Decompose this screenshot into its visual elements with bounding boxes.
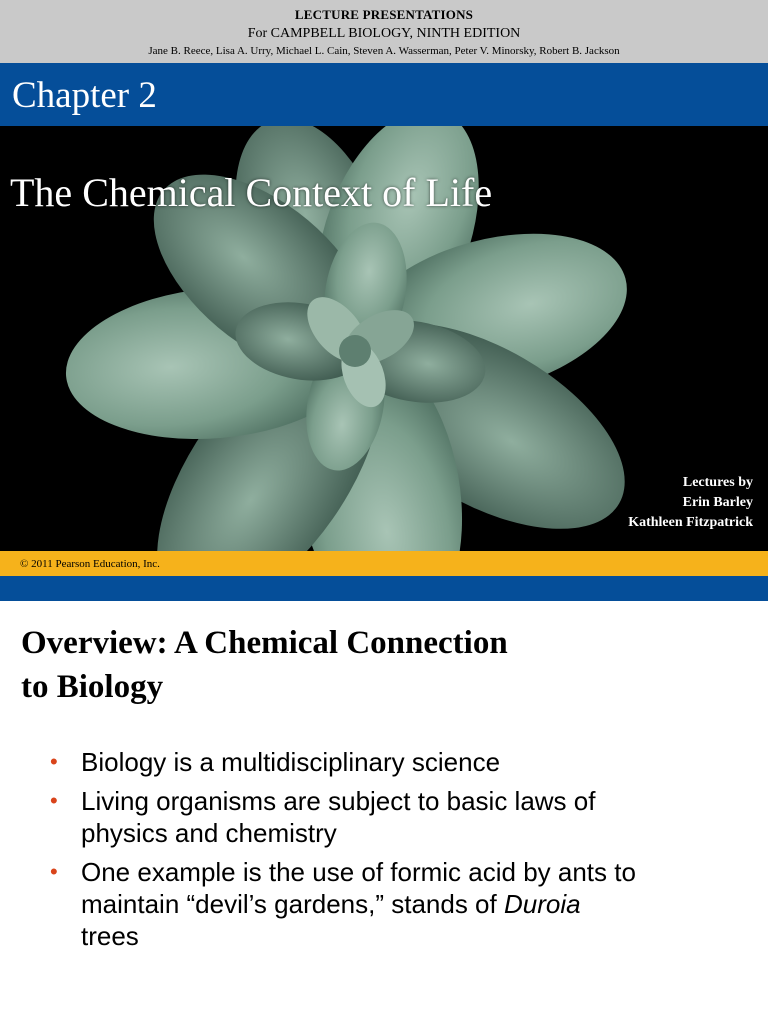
copyright-text: © 2011 Pearson Education, Inc. — [20, 558, 160, 570]
overview-title-line: to Biology — [21, 669, 164, 705]
list-item — [50, 746, 740, 778]
footer-band — [0, 576, 768, 601]
overview-title — [21, 621, 721, 709]
bullet-text: One example is the use of formic acid by ants to — [81, 857, 636, 887]
bullet-text: physics and chemistry — [81, 818, 337, 848]
lecturers-label: Lectures by — [682, 475, 753, 490]
lecturers-credit — [628, 473, 753, 533]
bullet-list — [50, 746, 740, 959]
header-authors: Jane B. Reece, Lisa A. Urry, Michael L. Cain, Steven A. Wasserman, Peter V. Minorsky, Robert B. Jackson — [148, 45, 620, 57]
header-series-label: LECTURE PRESENTATIONS — [294, 7, 474, 22]
lecturer-name: Erin Barley — [682, 495, 753, 510]
list-item — [50, 785, 740, 849]
header-book-title: For CAMPBELL BIOLOGY, NINTH EDITION — [247, 26, 521, 41]
bullet-icon: • — [50, 749, 58, 774]
overview-title-line: Overview: A Chemical Connection — [21, 625, 508, 661]
bullet-text: maintain “devil’s gardens,” stands of — [81, 889, 504, 919]
slide-title: The Chemical Context of Life — [10, 170, 493, 215]
chapter-label: Chapter 2 — [12, 75, 157, 116]
bullet-icon: • — [50, 859, 58, 884]
bullet-icon: • — [50, 788, 58, 813]
bullet-text: Living organisms are subject to basic laws of — [81, 786, 596, 816]
list-item — [50, 856, 740, 952]
lecturer-name: Kathleen Fitzpatrick — [628, 515, 753, 530]
bullet-text: Biology is a multidisciplinary science — [81, 747, 501, 777]
bullet-text-line — [81, 888, 740, 920]
bullet-text: trees — [81, 921, 139, 951]
slide-header — [0, 0, 768, 63]
overview-slide — [0, 601, 768, 1024]
genus-name: Duroia — [503, 889, 581, 919]
